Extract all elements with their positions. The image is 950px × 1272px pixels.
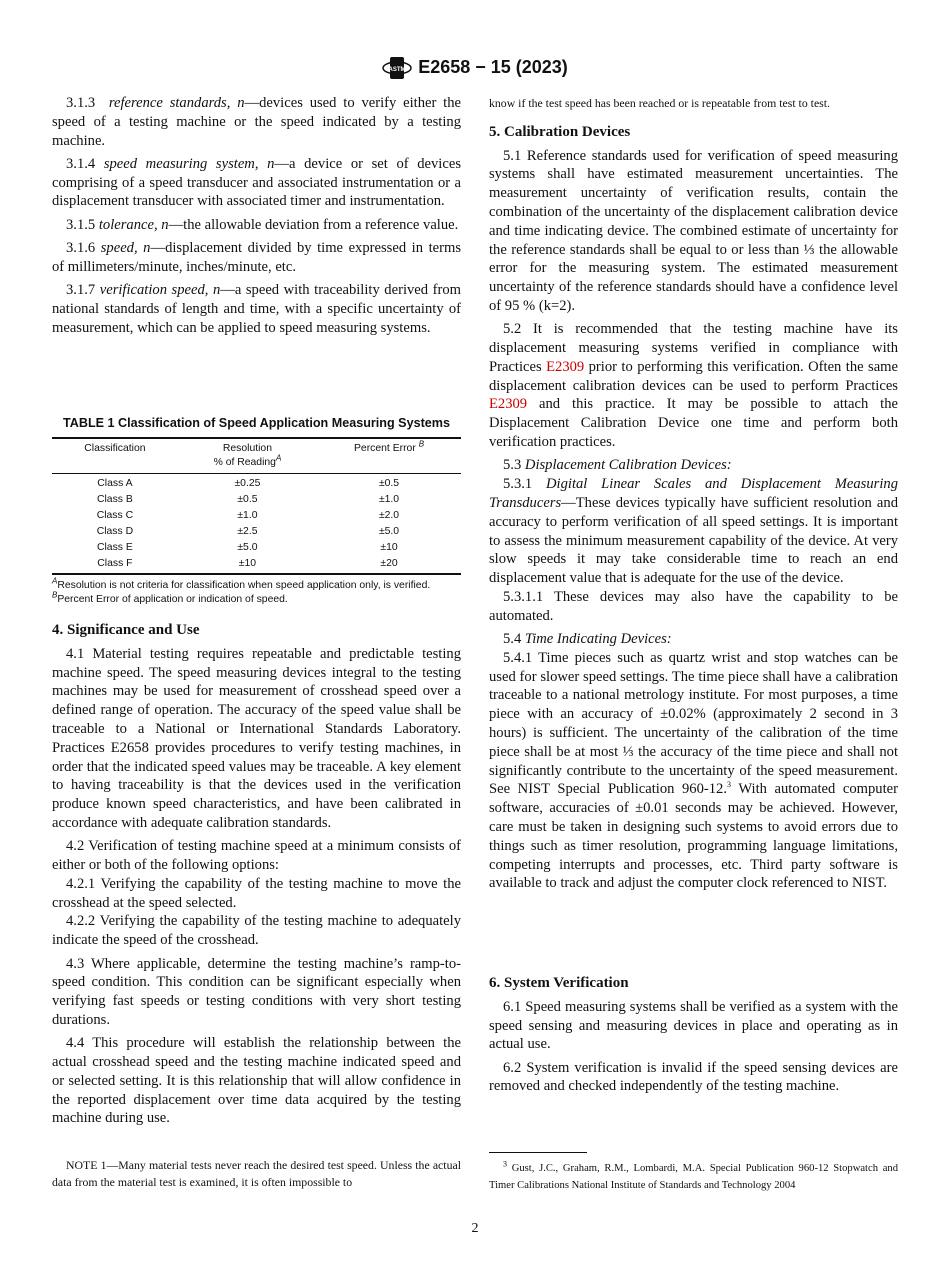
page-number: 2 bbox=[471, 1221, 479, 1236]
link-e2309[interactable]: E2309 bbox=[489, 396, 528, 413]
table-cell: Class F bbox=[97, 557, 133, 569]
paragraph-5-3: 5.3 Displacement Calibration Devices: bbox=[503, 457, 732, 474]
table-cell: Class B bbox=[97, 493, 133, 505]
definition-3-1-3: 3.1.3 reference standards, n—devices used to verify either the speed of a testing machine or the speed indicated by a testing machine. bbox=[52, 95, 462, 149]
table-cell: ±1.0 bbox=[378, 493, 400, 505]
table-cell: ±0.5 bbox=[378, 477, 400, 489]
table-cell: ±10 bbox=[380, 541, 398, 553]
table-cell: ±20 bbox=[380, 557, 398, 569]
paragraph-6-1: 6.1 Speed measuring systems shall be verified as a system with the speed sensing and measuring devices in place and operating as in actual use. bbox=[489, 998, 898, 1053]
table-1 bbox=[52, 414, 461, 607]
col-header-percent-error: Percent Error $^B$ bbox=[354, 439, 425, 454]
col-header-classification: Classification bbox=[84, 442, 146, 454]
footnote-3: $^3$ Gust, J.C., Graham, R.M., Lombardi, M.A. Special Publication 960-12 Stopwatch and Timer Calibrations National Institute of Standards and Technology 2004 bbox=[489, 1159, 898, 1191]
paragraph-6-2: 6.2 System verification is invalid if the speed sensing devices are removed and checked independently of the testing machine. bbox=[489, 1059, 898, 1095]
table-cell: ±0.25 bbox=[234, 477, 261, 489]
col-header-resolution: Resolution % of Reading$^A$ bbox=[213, 442, 282, 468]
table-footnote-b: $^B$Percent Error of application or indication of speed. bbox=[52, 590, 288, 605]
table-row bbox=[52, 556, 461, 574]
table-cell: ±10 bbox=[238, 557, 257, 569]
paragraph-4-2-2: 4.2.2 Verifying the capability of the testing machine to adequately indicate the speed of the crosshead. bbox=[52, 913, 461, 949]
footnote-divider bbox=[489, 1152, 587, 1153]
section-6 bbox=[489, 974, 898, 1101]
designation: E2658 − 15 (2023) bbox=[418, 56, 568, 77]
section-4 bbox=[52, 621, 461, 1133]
paragraph-5-2: 5.2 It is recommended that the testing machine have its displacement measuring systems verified in compliance with Practices E2309 prior to performing this verification. Often the same displacement calibration devices can be used to perform Practices E2309 and this practice. It may be possible to attach the Displacement Calibration Device one time and perform both verification practices. bbox=[489, 321, 898, 451]
table-row bbox=[52, 492, 461, 508]
definition-3-1-6: 3.1.6 speed, n—displacement divided by time expressed in terms of millimeters/minute, inches/minute, etc. bbox=[52, 240, 461, 275]
table-cell: Class A bbox=[97, 477, 133, 489]
section-heading: 5. Calibration Devices bbox=[489, 123, 631, 140]
definition-3-1-5: 3.1.5 tolerance, n—the allowable deviation from a reference value. bbox=[66, 216, 459, 233]
right-column bbox=[489, 94, 898, 898]
definition-3-1-7: 3.1.7 verification speed, n—a speed with traceability derived from national standards of length and time, with a specific uncertainty of measurement, which can be applied to speed measuring systems. bbox=[52, 282, 461, 336]
paragraph-4-2: 4.2 Verification of testing machine speed at a minimum consists of either or both of the following options: bbox=[52, 838, 461, 874]
paragraph-5-1: 5.1 Reference standards used for verification of speed measuring systems shall have estimated measurement uncertainties. The measurement uncertainty of verification results, contain the combination of the uncertainty of the displacement calibration device and time indicating device. The combined estimate of uncertainty for the reference standards shall be equal to or less than ⅓ the allowable error for the measuring system. The estimated measurement uncertainty of the reference standards should have a confidence level of 95 % (k=2). bbox=[489, 147, 898, 314]
table-row bbox=[52, 473, 461, 492]
table-cell: Class C bbox=[96, 509, 134, 521]
astm-logo-icon bbox=[382, 56, 412, 80]
paragraph-4-3: 4.3 Where applicable, determine the testing machine’s ramp-to-speed condition. This condition can be significant especially when verifying fast speeds or testing conditions with very short testing durations. bbox=[52, 955, 461, 1028]
table-cell: Class D bbox=[96, 525, 134, 537]
note-1: NOTE 1—Many material tests never reach the desired test speed. Unless the actual data from the material test is examined, it is often impossible to bbox=[52, 1158, 461, 1189]
table-cell: ±5.0 bbox=[378, 525, 400, 537]
table-cell: ±2.5 bbox=[237, 525, 258, 537]
classification-table bbox=[52, 437, 461, 575]
note-continuation: know if the test speed has been reached or is repeatable from test to test. bbox=[489, 96, 831, 110]
section-heading: 4. Significance and Use bbox=[52, 622, 200, 638]
link-e2309[interactable]: E2309 bbox=[546, 358, 585, 375]
table-row bbox=[52, 524, 461, 540]
table-row bbox=[52, 540, 461, 556]
page-header bbox=[0, 56, 950, 80]
table-cell: ±5.0 bbox=[237, 541, 258, 553]
table-footnote-a: $^A$Resolution is not criteria for classification when speed application only, is verified. bbox=[52, 576, 431, 591]
paragraph-4-1: 4.1 Material testing requires repeatable and predictable testing machine speed. The speed measuring devices integral to the testing machines may be used for measurement of crosshead speed over a defined range of operation. The accuracy of the speed value shall be traceable to a National or International Standards Laboratory. Practices E2658 provides procedures to verify testing machines, in order that the indicated speed values may be traceable. A key element to having traceability is that the devices used in the verification produce known speed characteristics, and have been calibrated in accordance with adequate calibration standards. bbox=[52, 645, 461, 831]
paragraph-5-4: 5.4 Time Indicating Devices: bbox=[503, 631, 672, 648]
paragraph-4-2-1: 4.2.1 Verifying the capability of the testing machine to move the crosshead at the speed selected. bbox=[52, 875, 461, 911]
svg-text:ASTM: ASTM bbox=[388, 67, 406, 73]
table-cell: ±2.0 bbox=[378, 509, 400, 521]
left-column bbox=[52, 94, 461, 342]
table-title: TABLE 1 Classification of Speed Application Measuring Systems bbox=[63, 416, 450, 430]
paragraph-4-4: 4.4 This procedure will establish the relationship between the actual crosshead speed and the testing machine indicated speed and or selected setting. It is this relationship that will allow confidence in the reported displacement over time data acquired by the testing machine during use. bbox=[52, 1035, 461, 1127]
paragraph-5-3-1-1: 5.3.1.1 These devices may also have the capability to be automated. bbox=[489, 588, 898, 624]
table-cell: ±0.5 bbox=[237, 493, 258, 505]
table-cell: ±1.0 bbox=[237, 509, 258, 521]
table-cell: Class E bbox=[97, 541, 133, 553]
paragraph-5-4-1: 5.4.1 Time pieces such as quartz wrist and stop watches can be used for slower speed settings. The time piece shall have a calibration traceable to a national metrology institute. For most purposes, a time piece with an accuracy of ±0.02% (approximately 2 second in 3 hours) is sufficient. The uncertainty of the calibration of the time piece shall be at most ⅓ the accuracy of the time piece and shall not significantly contribute to the uncertainty of the speed measurement. See NIST Special Publication 960-12.$^3$ With automated computer software, accuracies of ±0.01 seconds may be achieved. However, care must be taken in designing such systems to avoid errors due to things such as timer resolution, programming language limitations, competing interrupts and processes, etc. Third party software is available to track and adjust the computer clock referenced to NIST. bbox=[489, 649, 898, 892]
paragraph-5-3-1: 5.3.1 Digital Linear Scales and Displacement Measuring Transducers—These devices typically have sufficient resolution and accuracy to perform verification of all speed settings. It is important to assess the minimum measurement capability of the device. At very slow speeds it may take considerable time to reach an end displacement value that is adequate for the use of the device. bbox=[489, 476, 898, 587]
definition-3-1-4: 3.1.4 speed measuring system, n—a device or set of devices comprising of a speed transducer and associated instrumentation or a displacement transducer with associated timer and instrumentation. bbox=[52, 155, 461, 210]
section-heading: 6. System Verification bbox=[489, 975, 629, 991]
table-row bbox=[52, 508, 461, 524]
